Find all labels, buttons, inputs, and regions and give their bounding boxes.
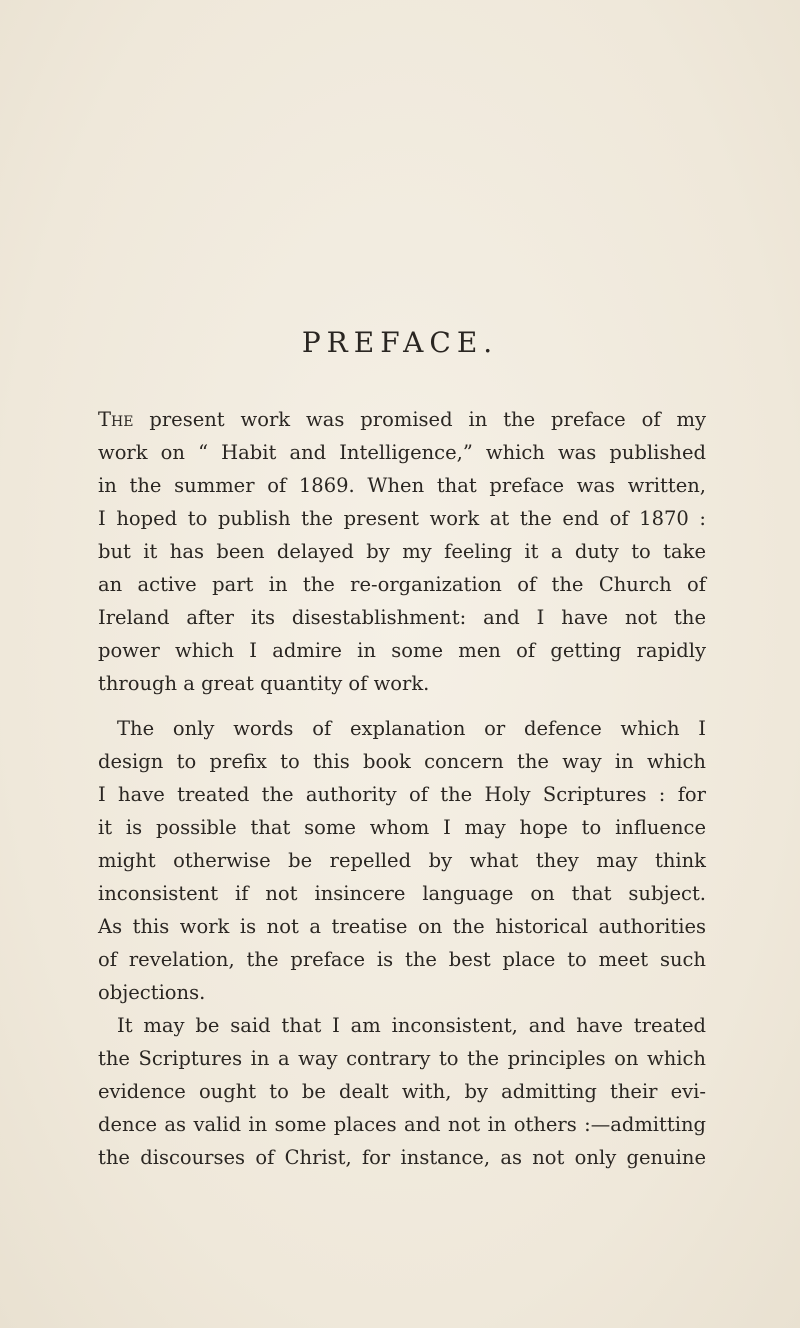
text-line: It may be said that I am inconsistent, and have treated [117, 1014, 706, 1037]
text-line: evidence ought to be dealt with, by admitting their evi- [98, 1080, 706, 1103]
text-line: through a great quantity of work. [98, 672, 430, 695]
text-line: might otherwise be repelled by what they may think [98, 849, 706, 872]
paragraph-3 [98, 1009, 706, 1174]
text-line: in the summer of 1869. When that preface was written, [98, 474, 706, 497]
paragraph-2 [98, 712, 706, 1009]
text-line: objections. [98, 981, 206, 1004]
text-line: but it has been delayed by my feeling it a duty to take [98, 540, 706, 563]
text-line: The only words of explanation or defence which I [117, 717, 706, 740]
text-line: I hoped to publish the present work at the end of 1870 : [98, 507, 706, 530]
text-line: of revelation, the preface is the best place to meet such [98, 948, 706, 971]
text-line: an active part in the re-organization of the Church of [98, 573, 706, 596]
text-line: design to prefix to this book concern the way in which [98, 750, 706, 773]
text-line: Ireland after its disestablishment: and I have not the [98, 606, 706, 629]
paragraph-1 [98, 403, 706, 700]
body-text [98, 403, 706, 1174]
paragraph-gap [98, 700, 706, 712]
page-heading: PREFACE. [301, 326, 499, 359]
lead-word: The [98, 408, 134, 431]
text-line: work on “ Habit and Intelligence,” which was published [98, 441, 706, 464]
text-line: the Scriptures in a way contrary to the principles on which [98, 1047, 706, 1070]
text-line: inconsistent if not insincere language on that subject. [98, 882, 706, 905]
text-line: dence as valid in some places and not in others :—admitting [98, 1113, 706, 1136]
text-line: The present work was promised in the preface of my [98, 408, 706, 431]
text-line: it is possible that some whom I may hope to influence [98, 816, 706, 839]
text-line: As this work is not a treatise on the historical authorities [98, 915, 706, 938]
text-line: power which I admire in some men of getting rapidly [98, 639, 706, 662]
text-line: the discourses of Christ, for instance, as not only genuine [98, 1146, 706, 1169]
text-line: I have treated the authority of the Holy Scriptures : for [98, 783, 706, 806]
